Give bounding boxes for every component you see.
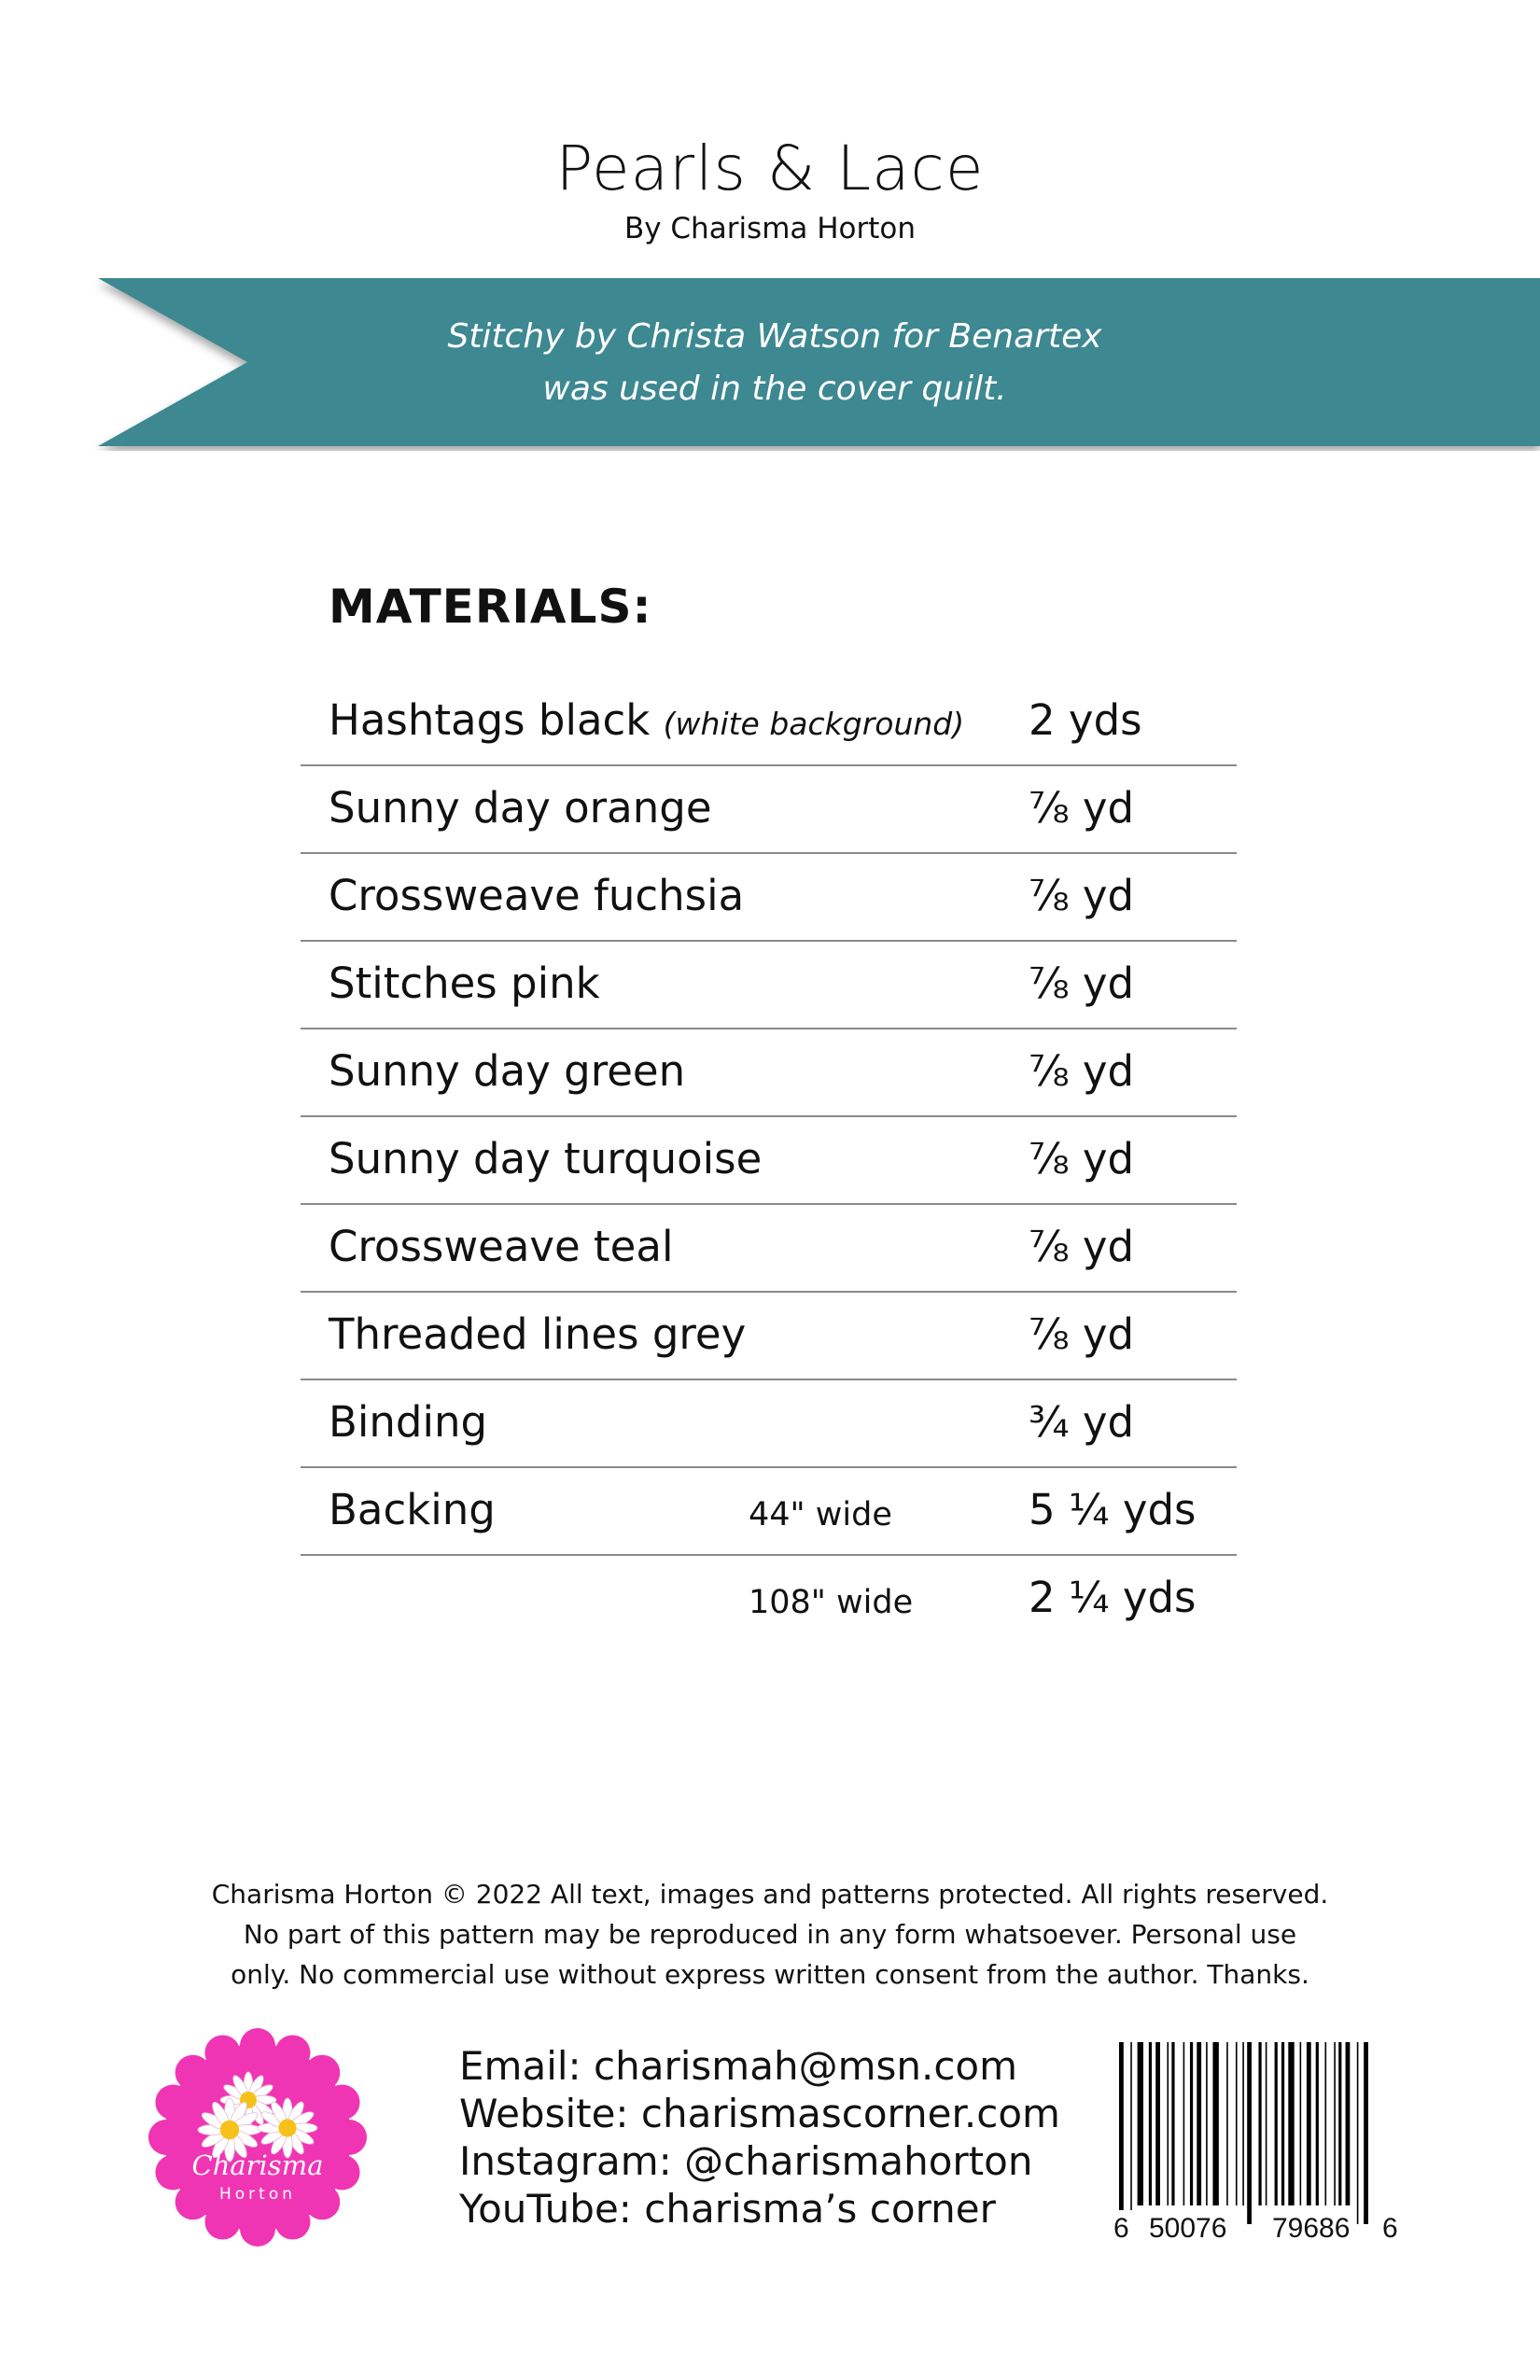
table-row <box>301 1556 1237 1642</box>
material-name: Threaded lines grey <box>329 1309 747 1359</box>
contact-email[interactable]: Email: charismah@msn.com <box>459 2043 1018 2089</box>
table-row <box>301 942 1237 1029</box>
table-row <box>301 1468 1237 1556</box>
table-row <box>301 1029 1237 1117</box>
material-amount: ⅞ yd <box>1029 783 1135 833</box>
material-amount: 5 ¼ yds <box>1029 1485 1197 1534</box>
table-row <box>301 1293 1237 1380</box>
materials-table <box>301 679 1237 1642</box>
charisma-horton-logo <box>147 2027 368 2247</box>
copyright-line: only. No commercial use without express written consent from the author. Thanks. <box>231 1959 1309 1990</box>
material-amount: ⅞ yd <box>1029 1222 1135 1271</box>
material-amount: 2 yds <box>1029 695 1142 745</box>
barcode-bars <box>1119 2042 1368 2224</box>
logo-scallop-badge <box>148 2028 367 2247</box>
material-amount: ¾ yd <box>1029 1397 1135 1447</box>
material-name: Sunny day green <box>329 1046 686 1096</box>
barcode-right-digits: 79686 <box>1269 2210 1352 2247</box>
contact-youtube[interactable]: YouTube: charisma’s corner <box>459 2186 996 2232</box>
barcode-check-digit: 6 <box>1379 2210 1401 2247</box>
material-note: (white background) <box>663 706 965 742</box>
material-amount: ⅞ yd <box>1029 1309 1135 1359</box>
table-row <box>301 1205 1237 1293</box>
material-name <box>329 695 964 749</box>
table-row <box>301 1380 1237 1468</box>
material-name: Crossweave fuchsia <box>329 871 745 920</box>
material-amount: ⅞ yd <box>1029 1134 1135 1183</box>
material-amount: ⅞ yd <box>1029 1046 1135 1096</box>
banner-line-2: was used in the cover quilt. <box>542 370 1007 408</box>
contact-instagram[interactable]: Instagram: @charismahorton <box>459 2138 1033 2184</box>
table-row <box>301 766 1237 854</box>
banner-line-1: Stitchy by Christa Watson for Benartex <box>447 317 1102 356</box>
contact-info <box>459 2042 1060 2233</box>
material-name: Binding <box>329 1397 488 1447</box>
author-byline: By Charisma Horton <box>623 212 917 245</box>
copyright-line: Charisma Horton © 2022 All text, images and patterns protected. All rights reserved. <box>211 1879 1329 1910</box>
material-name-text: Hashtags black <box>329 695 651 745</box>
materials-heading: MATERIALS: <box>329 580 652 634</box>
material-name: Crossweave teal <box>329 1222 674 1271</box>
material-size: 108" wide <box>749 1584 914 1621</box>
banner-text <box>308 311 1241 415</box>
copyright-notice <box>0 1874 1540 1995</box>
barcode-digits <box>1111 2210 1400 2247</box>
material-size: 44" wide <box>749 1496 892 1533</box>
material-amount: ⅞ yd <box>1029 959 1135 1008</box>
material-name: Sunny day turquoise <box>329 1134 763 1183</box>
material-name: Backing <box>329 1485 496 1534</box>
table-row <box>301 679 1237 766</box>
material-name: Stitches pink <box>329 959 600 1008</box>
table-row <box>301 854 1237 942</box>
material-amount: ⅞ yd <box>1029 871 1135 920</box>
table-row <box>301 1117 1237 1205</box>
contact-website[interactable]: Website: charismascorner.com <box>459 2091 1060 2136</box>
logo-text-horton: Horton <box>218 2185 297 2204</box>
barcode-left-digits: 50076 <box>1146 2210 1229 2247</box>
material-amount: 2 ¼ yds <box>1029 1573 1197 1622</box>
copyright-line: No part of this pattern may be reproduced in any form whatsoever. Personal use <box>243 1919 1297 1950</box>
barcode-lead-digit: 6 <box>1111 2210 1132 2247</box>
pattern-title: Pearls & Lace <box>555 133 985 204</box>
material-name: Sunny day orange <box>329 783 712 833</box>
logo-text-charisma: Charisma <box>191 2149 324 2181</box>
